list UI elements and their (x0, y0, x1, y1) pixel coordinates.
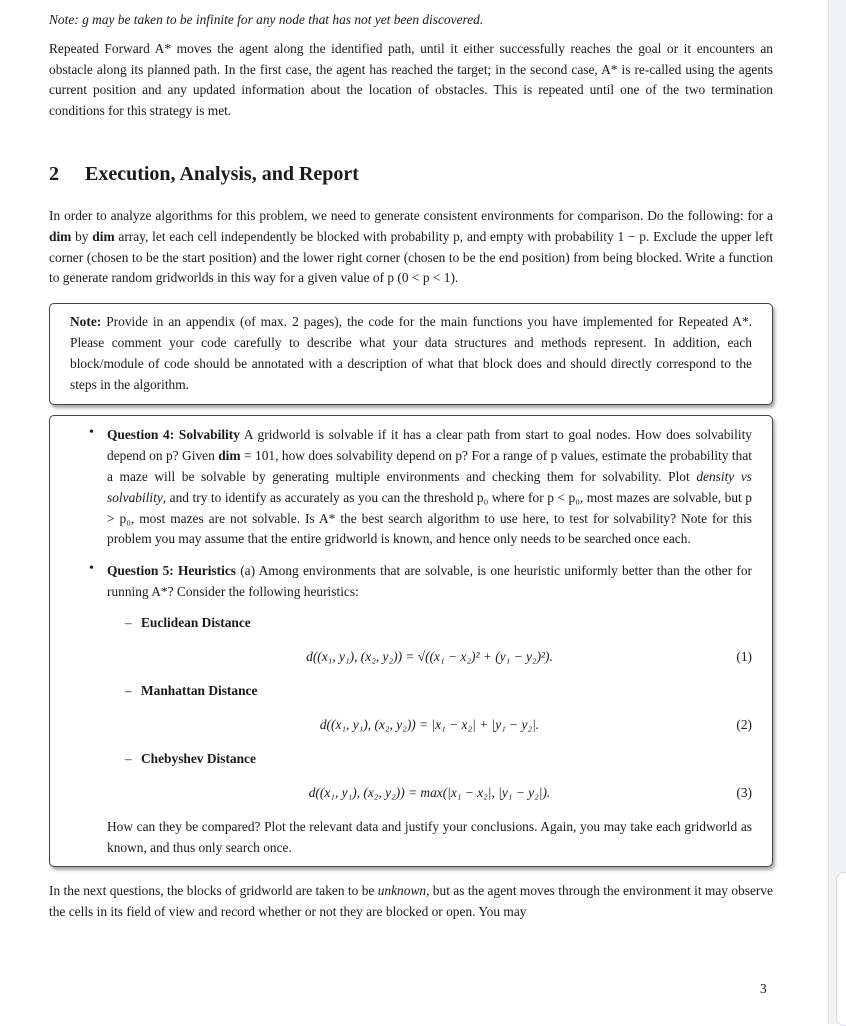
paragraph-gridworld-generation (49, 206, 773, 289)
equation-1 (107, 645, 752, 669)
equation-3 (107, 781, 752, 805)
page-content (49, 10, 773, 923)
question-5-text (107, 561, 752, 603)
equation-formula: d((x₁, y₁), (x₂, y₂)) = |x₁ − x₂| + |y₁ − y₂|. (319, 716, 540, 732)
equation-number: (3) (736, 784, 752, 800)
scrollbar-thumb[interactable] (836, 872, 846, 1026)
paragraph-unknown-gridworld (49, 881, 773, 923)
q4-plot-italic: density vs solvability (107, 468, 752, 505)
para2-text-a: In order to analyze algorithms for this problem, we need to generate consistent environments for comparison. Do the following: for a (49, 207, 773, 223)
equation-number: (1) (736, 648, 752, 664)
dash-icon: – (125, 750, 132, 766)
para3-text-a: In the next questions, the blocks of gridworld are taken to be (49, 883, 378, 899)
q5-text: (a) Among environments that are solvable, is one heuristic uniformly better than the other for running A*? Consider the following heuristics: (107, 563, 752, 599)
page-number: 3 (760, 981, 767, 996)
equation-2 (107, 713, 752, 737)
heuristic-name: Chebyshev Distance (141, 750, 256, 766)
q4-text-a: A gridworld is solvable if it has a clear path from start to goal nodes. How does solvability depend on p? Given (107, 427, 752, 464)
question-5-title: Question 5: Heuristics (107, 563, 236, 579)
dash-icon: – (125, 682, 132, 698)
heuristic-manhattan (125, 681, 752, 701)
question-4-title: Question 4: Solvability (107, 427, 240, 443)
note-box-label: Note: (70, 314, 102, 330)
note-box-appendix (49, 303, 773, 405)
q4-text-b: = 101, how does solvability depend on p? For a range of p values, estimate the probability that a maze will be solvable by generating multiple environments and checking them for solvability. Plot (107, 448, 752, 484)
heuristic-chebyshev (125, 749, 752, 769)
para3-text-b: , but as the agent moves through the environment it may observe the cells in its field of view and record whether or not they are blocked or open. You may (49, 883, 773, 920)
bullet-icon: • (89, 561, 94, 577)
note-box-text (70, 312, 752, 395)
heuristic-euclidean (125, 613, 752, 633)
scrollbar-track[interactable] (828, 0, 846, 1024)
questions-box (49, 415, 773, 867)
para2-text-b: array, let each cell independently be blocked with probability p, and empty with probability 1 − p. Exclude the upper left corner (chosen to be the start position) and the lower right corner (chosen to be the end position) from being blocked. Write a function to generate random gridworlds in this way for a given value of p (0 < p < 1). (49, 228, 773, 286)
para2-text-by: by (71, 228, 93, 244)
para3-italic: unknown (377, 883, 427, 899)
equation-formula: d((x₁, y₁), (x₂, y₂)) = max(|x₁ − x₂|, |y₁ − y₂|). (308, 784, 551, 800)
dim-bold-1: dim (49, 228, 72, 244)
dim-bold-2: dim (92, 228, 115, 244)
q4-text-c: , and try to identify as accurately as you can the threshold p₀ where for p < p₀, most mazes are solvable, but p > p₀, most mazes are not solvable. Is A* the best search algorithm to use here, to test for solvability? Note for this problem you may assume that the entire gridworld is known, and hence only needs to be searched once each. (107, 489, 752, 547)
q4-dim-bold: dim (218, 448, 241, 464)
question-5-closing: How can they be compared? Plot the relevant data and justify your conclusions. Again, you may take each gridworld as known, and thus only search once. (107, 818, 752, 855)
question-5 (87, 561, 752, 805)
dash-icon: – (125, 614, 132, 630)
heuristic-name: Euclidean Distance (141, 614, 251, 630)
section-title: Execution, Analysis, and Report (85, 162, 359, 185)
note-g-infinite: Note: g may be taken to be infinite for any node that has not yet been discovered. (49, 12, 484, 27)
note-box-body: Provide in an appendix (of max. 2 pages), the code for the main functions you have implemented for Repeated A*. Please comment your code carefully to describe what your data structures and methods represent. In addition, each block/module of code should be annotated with a description of what that block does and should directly correspond to the steps in the algorithm. (70, 314, 752, 392)
heuristic-name: Manhattan Distance (141, 682, 258, 698)
question-4-text (107, 425, 752, 550)
equation-number: (2) (736, 716, 752, 732)
question-4 (87, 425, 752, 550)
bullet-icon: • (89, 425, 94, 441)
equation-formula: d((x₁, y₁), (x₂, y₂)) = √((x₁ − x₂)² + (y₁ − y₂)²). (306, 648, 553, 664)
section-heading (49, 162, 773, 186)
paragraph-repeated-forward-astar: Repeated Forward A* moves the agent along the identified path, until it either successfully reaches the goal or it encounters an obstacle along its planned path. In the first case, the agent has reached the target; in the second case, A* is re-called using the agents current position and any updated information about the location of obstacles. This is repeated until one of the two termination conditions for this strategy is met. (49, 40, 773, 119)
section-number: 2 (49, 162, 59, 185)
